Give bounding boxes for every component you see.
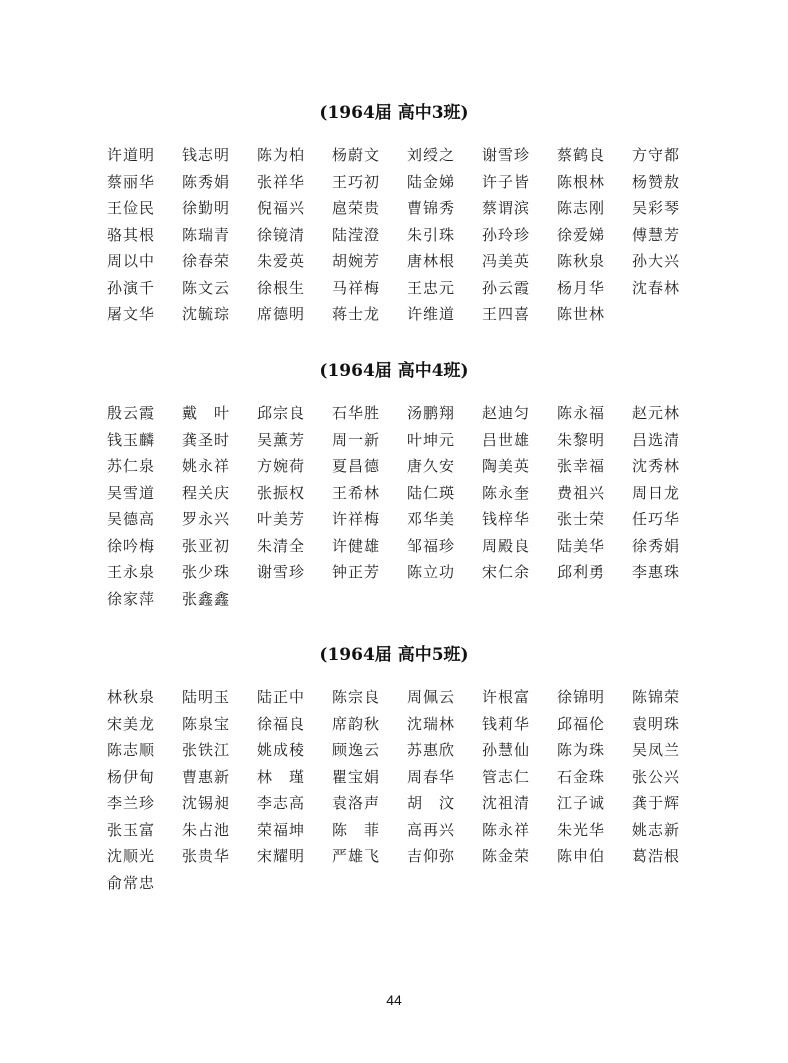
student-name: 徐镜清: [257, 225, 306, 244]
student-name: 林 瑾: [257, 767, 306, 786]
student-name: 许维道: [407, 305, 456, 323]
student-name: 殷云霞: [107, 404, 156, 422]
student-name: 俞常忠: [107, 873, 156, 892]
student-name: 邱利勇: [557, 563, 606, 581]
student-name: 吕选清: [632, 430, 681, 449]
student-name: 张贵华: [182, 847, 231, 865]
student-name: 孙大兴: [632, 252, 681, 270]
student-name: 罗永兴: [182, 510, 231, 528]
student-name: 许根富: [482, 688, 531, 706]
student-name: 陈为珠: [557, 741, 606, 759]
student-name: 赵元林: [632, 404, 681, 422]
student-name: 扈荣贵: [332, 199, 381, 217]
name-row: [107, 198, 707, 225]
name-row: [107, 483, 707, 510]
name-row: [107, 714, 707, 741]
student-name: 许健雄: [332, 536, 381, 555]
student-name: 管志仁: [482, 767, 531, 786]
student-name: 费祖兴: [557, 483, 606, 502]
student-name: 王俭民: [107, 199, 156, 217]
student-name: 胡婉芳: [332, 252, 381, 270]
student-name: 赵迪匀: [482, 404, 531, 422]
student-name: 陶美英: [482, 457, 531, 475]
student-name: 邓华美: [407, 510, 456, 528]
student-name: 王忠元: [407, 278, 456, 297]
student-name: 蔡鹤良: [557, 146, 606, 164]
student-name: 石金珠: [557, 767, 606, 786]
student-name: 朱清全: [257, 536, 306, 555]
student-name: 周日龙: [632, 483, 681, 502]
student-name: 叶坤元: [407, 430, 456, 449]
student-name: 荣福坤: [257, 820, 306, 839]
student-name: 叶美芳: [257, 510, 306, 528]
student-name: 张鑫鑫: [182, 589, 231, 608]
student-name: 杨蔚文: [332, 146, 381, 164]
student-name: 徐锦明: [557, 688, 606, 706]
student-name: 王永泉: [107, 563, 156, 581]
name-row: [107, 687, 707, 714]
student-name: 席德明: [257, 305, 306, 323]
student-name: 姚永祥: [182, 457, 231, 475]
student-name: 陈金荣: [482, 847, 531, 865]
student-name: 徐勤明: [182, 199, 231, 217]
student-name: 周殿良: [482, 536, 531, 555]
name-row: [107, 846, 707, 873]
student-name: 钱志明: [182, 146, 231, 164]
student-name: 沈顺光: [107, 847, 156, 865]
student-name: 张玉富: [107, 820, 156, 839]
name-row: [107, 820, 707, 847]
name-row: [107, 225, 707, 252]
student-name: 王巧初: [332, 172, 381, 191]
student-name: 吴凤兰: [632, 741, 681, 759]
student-name: 蔡丽华: [107, 172, 156, 191]
student-name: 徐春荣: [182, 252, 231, 270]
student-name: 朱引珠: [407, 225, 456, 244]
student-name: 张祥华: [257, 172, 306, 191]
student-name: 吴彩琴: [632, 199, 681, 217]
student-name: 沈瑞林: [407, 714, 456, 733]
student-name: 屠文华: [107, 305, 156, 323]
student-name: 吉仰弥: [407, 847, 456, 865]
name-row: [107, 562, 707, 589]
student-name: 陈申伯: [557, 847, 606, 865]
student-name: 陈秋泉: [557, 252, 606, 270]
student-name: 龚圣时: [182, 430, 231, 449]
student-name: 江子诚: [557, 794, 606, 812]
student-name: 沈毓琮: [182, 305, 231, 323]
student-name: 冯美英: [482, 252, 531, 270]
student-name: 沈锡昶: [182, 794, 231, 812]
student-name: 杨赞敖: [632, 172, 681, 191]
student-name: 陈宗良: [332, 688, 381, 706]
name-row: [107, 589, 707, 616]
student-name: 袁洛声: [332, 794, 381, 812]
student-name: 许祥梅: [332, 510, 381, 528]
student-name: 胡 汶: [407, 794, 456, 812]
student-name: 许道明: [107, 146, 156, 164]
student-name: 徐福良: [257, 714, 306, 733]
student-name: 苏仁泉: [107, 457, 156, 475]
student-name: 姚志新: [632, 820, 681, 839]
student-name: 徐爱娣: [557, 225, 606, 244]
name-row: [107, 740, 707, 767]
student-name: 宋耀明: [257, 847, 306, 865]
student-name: 朱光华: [557, 820, 606, 839]
name-grid: [107, 145, 707, 331]
student-name: 曹锦秀: [407, 199, 456, 217]
student-name: 朱爱英: [257, 252, 306, 270]
student-name: 林秋泉: [107, 688, 156, 706]
student-name: 钱玉麟: [107, 430, 156, 449]
student-name: 陈瑞青: [182, 225, 231, 244]
student-name: 杨月华: [557, 278, 606, 297]
name-row: [107, 536, 707, 563]
student-name: 周一新: [332, 430, 381, 449]
student-name: 袁明珠: [632, 714, 681, 733]
name-grid: [107, 403, 707, 615]
student-name: 高再兴: [407, 820, 456, 839]
name-row: [107, 145, 707, 172]
student-name: 姚成稜: [257, 741, 306, 759]
student-name: 徐秀娟: [632, 536, 681, 555]
name-row: [107, 430, 707, 457]
name-row: [107, 403, 707, 430]
student-name: 孙演千: [107, 278, 156, 297]
student-name: 傅慧芳: [632, 225, 681, 244]
student-name: 方守都: [632, 146, 681, 164]
student-name: 方婉荷: [257, 457, 306, 475]
student-name: 陆滢澄: [332, 225, 381, 244]
student-name: 吴雪道: [107, 483, 156, 502]
name-row: [107, 509, 707, 536]
student-name: 邹福珍: [407, 536, 456, 555]
student-name: 陈世林: [557, 305, 606, 323]
student-name: 许子皆: [482, 172, 531, 191]
student-name: 陈 菲: [332, 820, 381, 839]
name-row: [107, 278, 707, 305]
student-name: 宋美龙: [107, 714, 156, 733]
student-name: 陈永奎: [482, 483, 531, 502]
student-name: 张士荣: [557, 510, 606, 528]
student-name: 朱占池: [182, 820, 231, 839]
student-name: 周佩云: [407, 688, 456, 706]
student-name: 徐家萍: [107, 589, 156, 608]
student-name: 张亚初: [182, 536, 231, 555]
student-name: 陈志顺: [107, 741, 156, 759]
student-name: 王希林: [332, 483, 381, 502]
student-name: 张少珠: [182, 563, 231, 581]
student-name: 邱宗良: [257, 404, 306, 422]
student-name: 陈文云: [182, 278, 231, 297]
student-name: 马祥梅: [332, 278, 381, 297]
student-name: 戴 叶: [182, 404, 231, 422]
name-row: [107, 456, 707, 483]
student-name: 汤鹏翔: [407, 404, 456, 422]
student-name: 宋仁余: [482, 563, 531, 581]
student-name: 石华胜: [332, 404, 381, 422]
student-name: 朱黎明: [557, 430, 606, 449]
student-name: 孙云霞: [482, 278, 531, 297]
student-name: 蔡谓滨: [482, 199, 531, 217]
student-name: 张公兴: [632, 767, 681, 786]
student-name: 陈泉宝: [182, 714, 231, 733]
student-name: 孙慧仙: [482, 741, 531, 759]
student-name: 李惠珠: [632, 563, 681, 581]
student-name: 陆金娣: [407, 172, 456, 191]
page-number: 44: [386, 992, 402, 1008]
student-name: 陈立功: [407, 563, 456, 581]
student-name: 陆仁瑛: [407, 483, 456, 502]
student-name: 钟正芳: [332, 563, 381, 581]
student-name: 沈祖清: [482, 794, 531, 812]
student-name: 任巧华: [632, 510, 681, 528]
student-name: 周以中: [107, 252, 156, 270]
student-name: 陈永福: [557, 404, 606, 422]
student-name: 钱梓华: [482, 510, 531, 528]
student-name: 吕世雄: [482, 430, 531, 449]
student-name: 王四喜: [482, 305, 531, 323]
student-name: 沈春林: [632, 278, 681, 297]
student-name: 李兰珍: [107, 794, 156, 812]
student-name: 徐根生: [257, 278, 306, 297]
student-name: 刘绶之: [407, 146, 456, 164]
student-name: 唐久安: [407, 457, 456, 475]
name-grid: [107, 687, 707, 899]
student-name: 谢雪珍: [482, 146, 531, 164]
student-name: 陈为柏: [257, 146, 306, 164]
student-name: 陈锦荣: [632, 688, 681, 706]
student-name: 张振权: [257, 483, 306, 502]
student-name: 唐林根: [407, 252, 456, 270]
student-name: 陆美华: [557, 536, 606, 555]
student-name: 沈秀林: [632, 457, 681, 475]
student-name: 吴德高: [107, 510, 156, 528]
section-title: (1964届 高中5班): [319, 645, 469, 665]
student-name: 曹惠新: [182, 767, 231, 786]
student-name: 谢雪珍: [257, 563, 306, 581]
student-name: 钱莉华: [482, 714, 531, 733]
student-name: 骆其根: [107, 225, 156, 244]
name-row: [107, 172, 707, 199]
student-name: 顾逸云: [332, 741, 381, 759]
student-name: 陆正中: [257, 688, 306, 706]
student-name: 徐吟梅: [107, 536, 156, 555]
name-row: [107, 767, 707, 794]
section-title: (1964届 高中4班): [319, 361, 469, 381]
student-name: 邱福伦: [557, 714, 606, 733]
name-row: [107, 793, 707, 820]
student-name: 陈志刚: [557, 199, 606, 217]
student-name: 龚于辉: [632, 794, 681, 812]
student-name: 苏惠欣: [407, 741, 456, 759]
student-name: 蒋士龙: [332, 305, 381, 323]
student-name: 葛浩根: [632, 847, 681, 865]
student-name: 严雄飞: [332, 847, 381, 865]
name-row: [107, 251, 707, 278]
student-name: 陈永祥: [482, 820, 531, 839]
student-name: 周春华: [407, 767, 456, 786]
section-title: (1964届 高中3班): [319, 103, 469, 123]
student-name: 吴薰芳: [257, 430, 306, 449]
student-name: 瞿宝娟: [332, 767, 381, 786]
student-name: 夏昌德: [332, 457, 381, 475]
student-name: 李志高: [257, 794, 306, 812]
student-name: 陆明玉: [182, 688, 231, 706]
name-row: [107, 304, 707, 331]
student-name: 张铁江: [182, 741, 231, 759]
student-name: 孙玲珍: [482, 225, 531, 244]
student-name: 程关庆: [182, 483, 231, 502]
student-name: 陈秀娟: [182, 172, 231, 191]
name-row: [107, 873, 707, 900]
student-name: 倪福兴: [257, 199, 306, 217]
student-name: 杨伊甸: [107, 767, 156, 786]
student-name: 陈根林: [557, 172, 606, 191]
student-name: 席韵秋: [332, 714, 381, 733]
student-name: 张幸福: [557, 457, 606, 475]
